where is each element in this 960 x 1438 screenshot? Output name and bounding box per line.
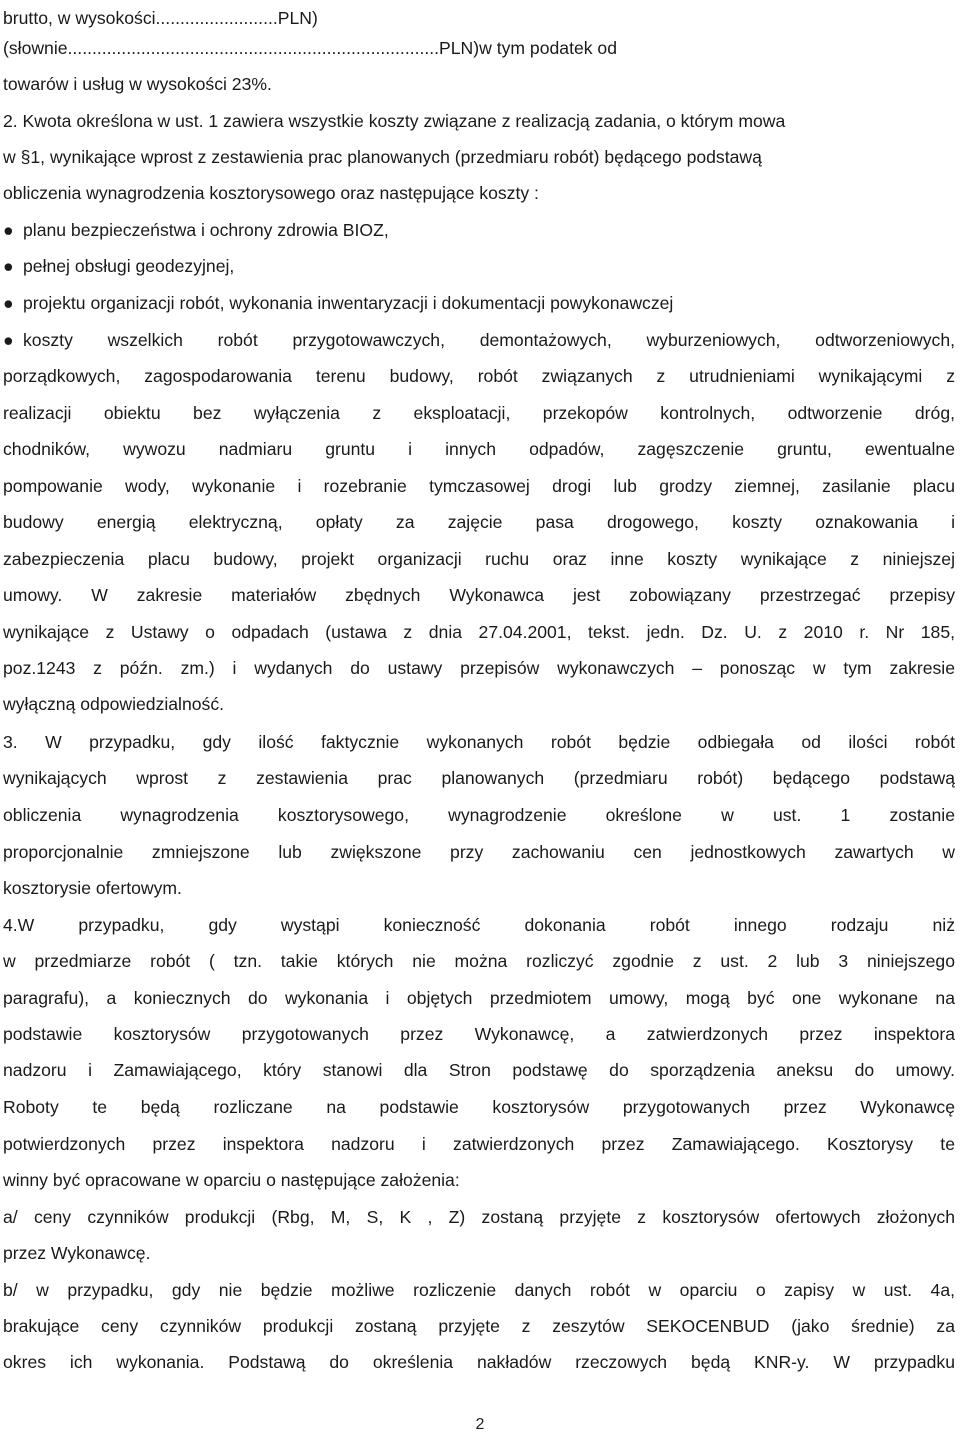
text-line: a/ ceny czynników produkcji (Rbg, M, S, K , Z) zostaną przyjęte z kosztorysów ofertowych złożonych xyxy=(3,1207,955,1227)
bullet-icon: ● xyxy=(3,293,14,313)
text-line: kosztorysie ofertowym. xyxy=(3,878,182,898)
bullet-icon: ● xyxy=(3,256,14,276)
text-line: wynikające z Ustawy o odpadach (ustawa z dnia 27.04.2001, tekst. jedn. Dz. U. z 2010 r. Nr 185, xyxy=(3,622,955,642)
text-line: poz.1243 z późn. zm.) i wydanych do ustawy przepisów wykonawczych – ponosząc w tym zakresie xyxy=(3,658,955,678)
bullet-item xyxy=(3,212,955,248)
text-line: 3. W przypadku, gdy ilość faktycznie wykonanych robót będzie odbiegała od ilości robót xyxy=(3,732,955,752)
bullet-text: koszty wszelkich robót przygotowawczych, demontażowych, wyburzeniowych, odtworzeniowych, xyxy=(23,330,955,350)
bullet-text: projektu organizacji robót, wykonania inwentaryzacji i dokumentacji powykonawczej xyxy=(23,293,674,313)
text-line: obliczenia wynagrodzenia kosztorysowego, wynagrodzenie określone w ust. 1 zostanie xyxy=(3,805,955,825)
text-line: (słownie............................................................................PLN)w tym podatek od xyxy=(3,38,618,58)
bullet-text: pełnej obsługi geodezyjnej, xyxy=(23,256,235,276)
bullet-item xyxy=(3,322,955,358)
text-line: paragrafu), a koniecznych do wykonania i objętych przedmiotem umowy, mogą być one wykonane na xyxy=(3,988,955,1008)
text-line: chodników, wywozu nadmiaru gruntu i innych odpadów, zagęszczenie gruntu, ewentualne xyxy=(3,439,955,459)
text-line: b/ w przypadku, gdy nie będzie możliwe rozliczenie danych robót w oparciu o zapisy w ust. 4a, xyxy=(3,1280,955,1300)
text-line: brutto, w wysokości.........................PLN) xyxy=(3,8,318,28)
text-line: budowy energią elektryczną, opłaty za zajęcie pasa drogowego, koszty oznakowania i xyxy=(3,512,955,532)
page-number: 2 xyxy=(475,1416,485,1433)
text-line: realizacji obiektu bez wyłączenia z eksploatacji, przekopów kontrolnych, odtworzenie dróg, xyxy=(3,403,955,423)
text-line: wynikających wprost z zestawienia prac planowanych (przedmiaru robót) będącego podstawą xyxy=(3,768,955,788)
text-line: 4.W przypadku, gdy wystąpi konieczność dokonania robót innego rodzaju niż xyxy=(3,915,955,935)
bullet-icon: ● xyxy=(3,220,14,240)
bullet-icon: ● xyxy=(3,330,14,350)
text-line: w §1, wynikające wprost z zestawienia prac planowanych (przedmiaru robót) będącego podstawą xyxy=(3,147,762,167)
text-line: potwierdzonych przez inspektora nadzoru i zatwierdzonych przez Zamawiającego. Kosztorysy te xyxy=(3,1134,955,1154)
bullet-text: planu bezpieczeństwa i ochrony zdrowia BIOZ, xyxy=(23,220,389,240)
text-line: wyłączną odpowiedzialność. xyxy=(3,694,225,714)
text-line: 2. Kwota określona w ust. 1 zawiera wszystkie koszty związane z realizacją zadania, o którym mowa xyxy=(3,111,786,131)
text-line: obliczenia wynagrodzenia kosztorysowego oraz następujące koszty : xyxy=(3,183,539,203)
text-line: podstawie kosztorysów przygotowanych przez Wykonawcę, a zatwierdzonych przez inspektora xyxy=(3,1024,955,1044)
bullet-item xyxy=(3,285,955,321)
text-line: winny być opracowane w oparciu o następujące założenia: xyxy=(3,1170,460,1190)
text-line: zabezpieczenia placu budowy, projekt organizacji ruchu oraz inne koszty wynikające z niniejszej xyxy=(3,549,955,569)
text-line: Roboty te będą rozliczane na podstawie kosztorysów przygotowanych przez Wykonawcę xyxy=(3,1097,955,1117)
text-line: proporcjonalnie zmniejszone lub zwiększone przy zachowaniu cen jednostkowych zawartych w xyxy=(3,842,955,862)
text-line: brakujące ceny czynników produkcji zostaną przyjęte z zeszytów SEKOCENBUD (jako średnie) za xyxy=(3,1316,955,1336)
text-line: w przedmiarze robót ( tzn. takie których nie można rozliczyć zgodnie z ust. 2 lub 3 niniejszego xyxy=(3,951,955,971)
bullet-item xyxy=(3,248,955,284)
text-line: okres ich wykonania. Podstawą do określenia nakładów rzeczowych będą KNR-y. W przypadku xyxy=(3,1352,955,1372)
text-line: towarów i usług w wysokości 23%. xyxy=(3,74,272,94)
text-line: przez Wykonawcę. xyxy=(3,1243,151,1263)
text-line: nadzoru i Zamawiającego, który stanowi dla Stron podstawę do sporządzenia aneksu do umowy. xyxy=(3,1060,955,1080)
text-line: pompowanie wody, wykonanie i rozebranie tymczasowej drogi lub grodzy ziemnej, zasilanie placu xyxy=(3,476,955,496)
text-line: umowy. W zakresie materiałów zbędnych Wykonawca jest zobowiązany przestrzegać przepisy xyxy=(3,585,955,605)
text-line: porządkowych, zagospodarowania terenu budowy, robót związanych z utrudnieniami wynikającymi z xyxy=(3,366,955,386)
